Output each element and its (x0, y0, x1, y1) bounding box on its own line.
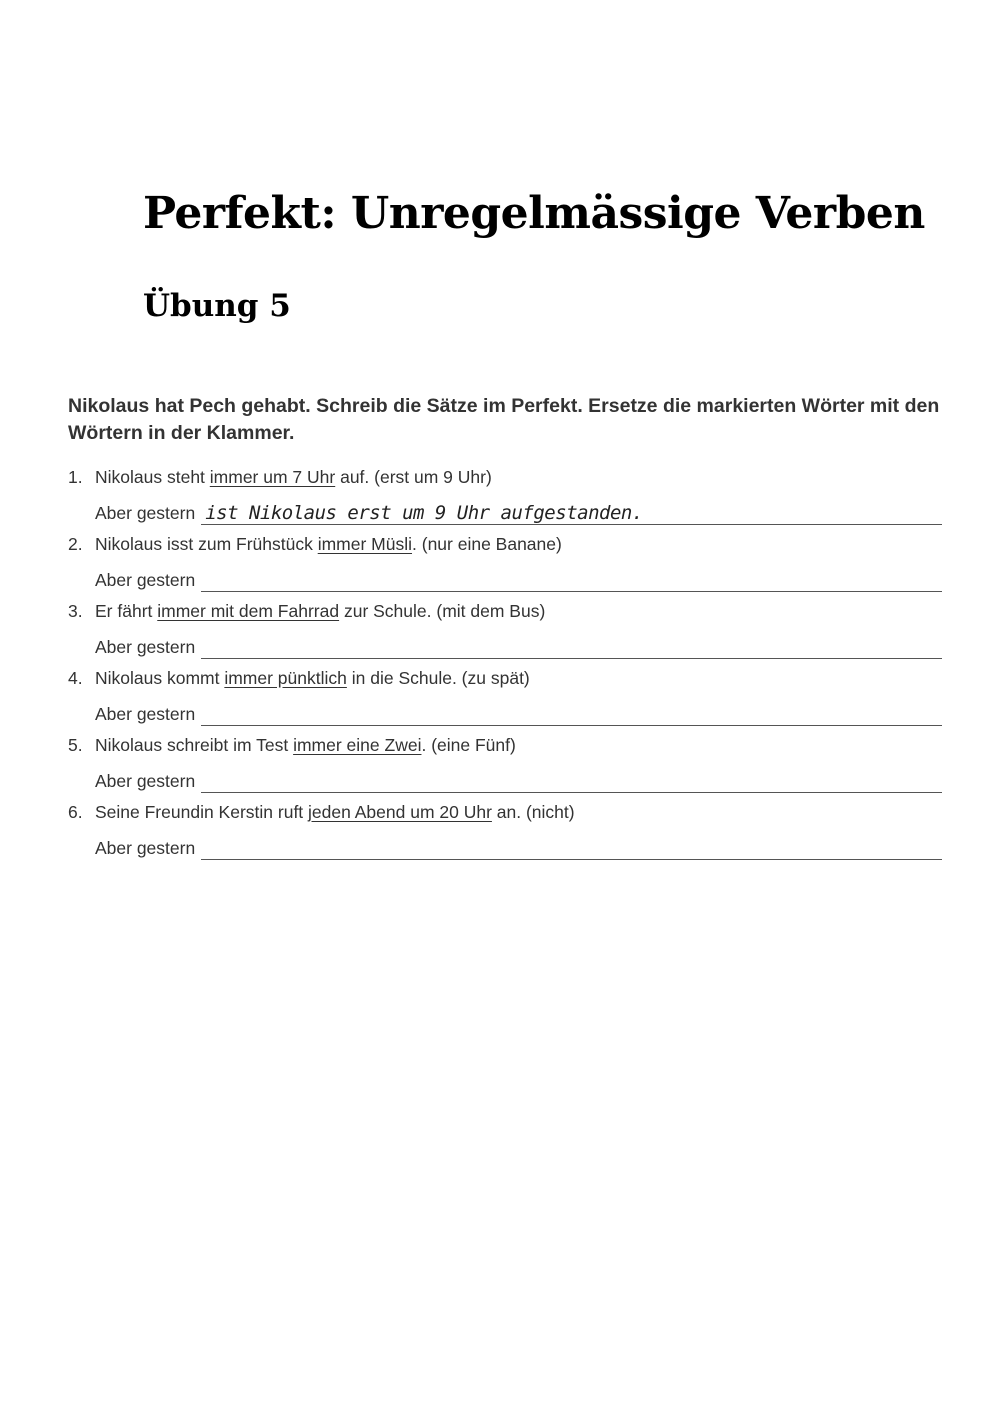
prompt-text: Nikolaus schreibt im Test (95, 735, 294, 755)
exercise-prompt (68, 663, 942, 693)
item-number: 6. (68, 802, 83, 822)
exercise-prompt (68, 529, 942, 559)
item-number: 3. (68, 601, 83, 621)
answer-line (95, 495, 942, 525)
answer-line (95, 696, 942, 726)
marked-words: immer pünktlich (224, 668, 347, 688)
prompt-text: Nikolaus isst zum Frühstück (95, 534, 318, 554)
prompt-text: an. (nicht) (491, 802, 575, 822)
answer-label: Aber gestern (95, 771, 196, 791)
exercise-prompt (68, 730, 942, 760)
exercise-title: Übung 5 (143, 288, 291, 324)
prompt-text: Nikolaus steht (95, 467, 210, 487)
answer-field[interactable] (201, 833, 942, 860)
handwritten-answer: ist Nikolaus erst um 9 Uhr aufgestanden. (205, 502, 643, 524)
exercise-item (68, 529, 942, 596)
answer-field[interactable] (201, 565, 942, 592)
marked-words: immer Müsli (317, 534, 413, 554)
answer-line (95, 830, 942, 860)
prompt-text: Seine Freundin Kerstin ruft (95, 802, 309, 822)
answer-label: Aber gestern (95, 637, 196, 657)
answer-field[interactable] (201, 498, 942, 525)
answer-field[interactable] (201, 766, 942, 793)
answer-label: Aber gestern (95, 704, 196, 724)
exercise-item (68, 730, 942, 797)
answer-label: Aber gestern (95, 503, 196, 523)
answer-field[interactable] (201, 632, 942, 659)
exercise-prompt (68, 797, 942, 827)
page-title: Perfekt: Unregelmässige Verben (143, 188, 925, 239)
marked-words: immer mit dem Fahrrad (157, 601, 340, 621)
answer-line (95, 562, 942, 592)
exercise-item (68, 797, 942, 864)
item-number: 5. (68, 735, 83, 755)
prompt-text: in die Schule. (zu spät) (346, 668, 530, 688)
prompt-text: . (nur eine Banane) (412, 534, 562, 554)
answer-label: Aber gestern (95, 838, 196, 858)
marked-words: jeden Abend um 20 Uhr (308, 802, 492, 822)
prompt-text: Nikolaus kommt (95, 668, 225, 688)
item-number: 1. (68, 467, 83, 487)
item-number: 2. (68, 534, 83, 554)
exercise-prompt (68, 462, 942, 492)
answer-label: Aber gestern (95, 570, 196, 590)
marked-words: immer eine Zwei (293, 735, 422, 755)
exercise-item (68, 462, 942, 529)
prompt-text: zur Schule. (mit dem Bus) (339, 601, 546, 621)
answer-line (95, 763, 942, 793)
answer-line (95, 629, 942, 659)
marked-words: immer um 7 Uhr (209, 467, 336, 487)
instruction-text: Nikolaus hat Pech gehabt. Schreib die Sätze im Perfekt. Ersetze die markierten Wörter mit den Wörtern in der Klammer. (68, 395, 940, 444)
prompt-text: Er fährt (95, 601, 158, 621)
exercise-item (68, 596, 942, 663)
exercise-prompt (68, 596, 942, 626)
answer-field[interactable] (201, 699, 942, 726)
prompt-text: auf. (erst um 9 Uhr) (335, 467, 492, 487)
prompt-text: . (eine Fünf) (421, 735, 516, 755)
exercise-list (68, 462, 942, 864)
exercise-item (68, 663, 942, 730)
item-number: 4. (68, 668, 83, 688)
